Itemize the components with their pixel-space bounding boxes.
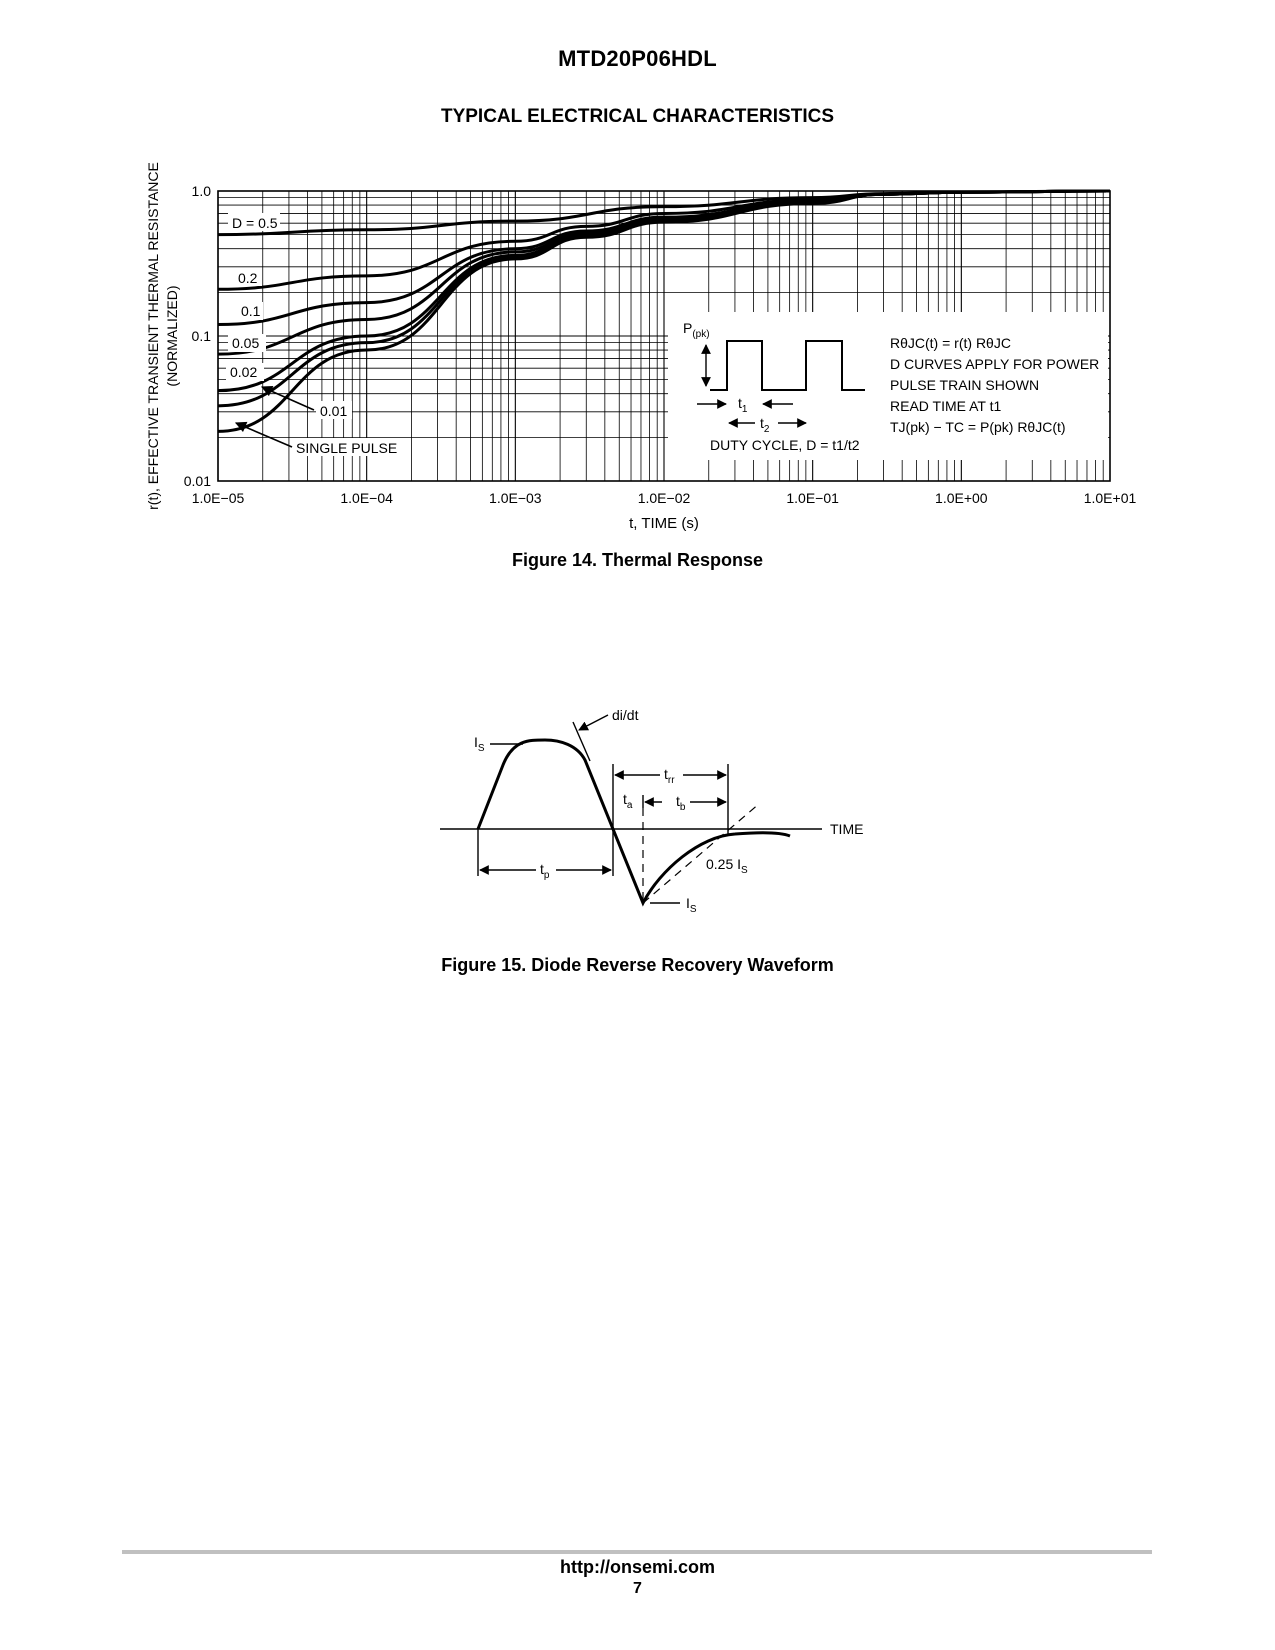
x-tick-label: 1.0E−04 xyxy=(340,490,393,506)
tb-label: $t_b$ xyxy=(676,793,686,813)
ta-label: $t_a$ xyxy=(623,791,633,811)
thermal-response-chart xyxy=(0,0,1275,560)
x-axis-label: t, TIME (s) xyxy=(629,515,699,532)
didt-label: di/dt xyxy=(612,707,639,723)
x-axis-ticks xyxy=(192,490,1137,506)
curve-label-02: 0.2 xyxy=(238,270,258,286)
section-title: TYPICAL ELECTRICAL CHARACTERISTICS xyxy=(440,106,835,127)
y-axis-ticks xyxy=(184,183,211,489)
reverse-recovery-diagram xyxy=(0,690,1275,930)
curve-label-002: 0.02 xyxy=(230,364,258,380)
x-tick-label: 1.0E−02 xyxy=(637,490,691,506)
recovery-waveform xyxy=(478,740,790,903)
t2-label: $t_2$ xyxy=(760,415,770,435)
part-number-title: MTD20P06HDL xyxy=(558,46,717,71)
x-tick-label: 1.0E+01 xyxy=(1083,490,1137,506)
tangent-dashed xyxy=(643,803,760,903)
duty-cycle-label: DUTY CYCLE, D = t1/t2 xyxy=(710,437,860,453)
note-line-4: READ TIME AT t1 xyxy=(890,398,1002,414)
pointer-001 xyxy=(262,387,314,410)
y-tick-label: 0.1 xyxy=(191,328,211,344)
curve-label-001: 0.01 xyxy=(320,403,348,419)
curve-label-005: 0.05 xyxy=(232,335,260,351)
y-axis-label: r(t), EFFECTIVE TRANSIENT THERMAL RESISTANCE xyxy=(145,162,161,510)
footer-divider xyxy=(122,1550,1152,1554)
x-tick-label: 1.0E−05 xyxy=(191,490,245,506)
pointer-single-pulse xyxy=(236,423,292,447)
y-tick-label: 0.01 xyxy=(183,473,211,489)
note-line-1: RθJC(t) = r(t) RθJC xyxy=(890,335,1011,351)
note-line-5: TJ(pk) − TC = P(pk) RθJC(t) xyxy=(890,419,1066,435)
x-tick-label: 1.0E+00 xyxy=(935,490,988,506)
trr-label: $t_{rr}$ xyxy=(664,766,675,786)
curve-label-d05: D = 0.5 xyxy=(232,215,278,231)
figure-14-caption: Figure 14. Thermal Response xyxy=(511,550,764,570)
footer-url[interactable]: http://onsemi.com xyxy=(559,1557,715,1577)
y-axis-label-normalized: (NORMALIZED) xyxy=(164,285,180,387)
page-number: 7 xyxy=(633,1580,642,1597)
note-line-3: PULSE TRAIN SHOWN xyxy=(890,377,1040,393)
is-top-label: $I_S$ xyxy=(474,734,485,754)
t1-label: $t_1$ xyxy=(738,395,748,415)
y-tick-label: 1.0 xyxy=(191,183,211,199)
quarter-is-label: 0.25 $I_S$ xyxy=(706,856,748,876)
is-bottom-label: $I_S$ xyxy=(686,895,697,915)
figure-15-caption: Figure 15. Diode Reverse Recovery Waveform xyxy=(441,955,834,975)
x-tick-label: 1.0E−03 xyxy=(489,490,542,506)
time-label: TIME xyxy=(830,821,864,837)
didt-arrow xyxy=(579,715,608,730)
curve-label-01: 0.1 xyxy=(241,303,261,319)
x-tick-label: 1.0E−01 xyxy=(786,490,839,506)
curve-label-single-pulse: SINGLE PULSE xyxy=(296,440,398,456)
note-line-2: D CURVES APPLY FOR POWER xyxy=(890,356,1100,372)
ppk-label: $P_{(pk)}$ xyxy=(683,320,710,340)
tp-label: $t_p$ xyxy=(540,861,550,881)
